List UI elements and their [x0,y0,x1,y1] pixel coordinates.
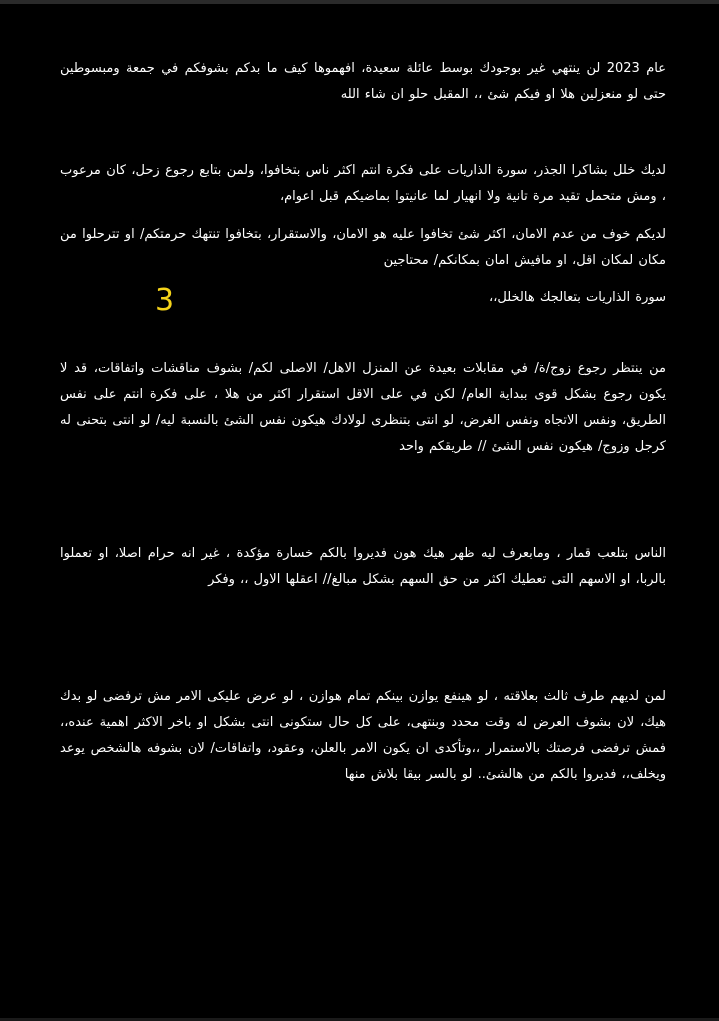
paragraph-new-year: عام 2023 لن ينتهي غير بوجودك بوسط عائلة سعيدة، افهموها كيف ما بدكم بشوفكم في جمعة ومبسوطين حتى لو منعزلين هلا او فيكم شئ ،، المقبل حلو ان شاء الله [60,61,666,102]
paragraph-partner-return: من ينتظر رجوع زوج/ة/ في مقابلات بعيدة عن المنزل الاهل/ الاصلى لكم/ بشوف مناقشات واتفاقات، قد لا يكون رجوع بشكل قوى ببداية العام/ لكن في على الاقل استقرار اكثر من هلا ، على فكرة انتم على نفس الطريق، ونفس الاتجاه ونفس الغرض، لو انتى بتنظرى لولادك هيكون نفس الشئ بالنسبة ليه/ لو انتى بتحنى له كرجل وزوج/ هيكون نفس الشئ // طريقكم واحد [60,361,666,454]
paragraph-third-party: لمن لديهم طرف ثالث بعلاقته ، لو هينفع يوازن بينكم تمام هوازن ، لو عرض عليكى الامر مش ترفضى لو بدك هيك، لان بشوف العرض له وقت محدد وبنتهى، على كل حال ستكونى انتى بشكل او باخر الاكثر اهمية عنده،، فمش ترفضى فرصتك بالاستمرار ،،وتأكدى ان يكون الامر بالعلن، وعقود، واتفاقات/ لان بشوفه هالشخص يوعد ويخلف،، فديروا بالكم من هالشئ.. لو بالسر بيقا بلاش منها [60,689,666,782]
paragraph-fear-of-insecurity: لديكم خوف من عدم الامان، اكثر شئ تخافوا عليه هو الامان، والاستقرار، بتخافوا تنتهك حرمتكم/ او تترحلوا من مكان لمكان اقل، او مافيش امان بمكانكم/ محتاجين [60,227,666,268]
page-number: 3 [155,283,175,318]
paragraph-surah-remedy: سورة الذاريات بتعالجك هالخلل،، [489,290,666,305]
paragraph-root-chakra: لديك خلل بشاكرا الجذر، سورة الذاريات على فكرة انتم اكثر ناس بتخافوا، ولمن بتابع رجوع زحل، كان مرعوب ، ومش متحمل تقيد مرة تانية ولا انهيار لما عانيتوا بماضيكم قبل اعوام، [60,163,666,204]
top-edge-rule [0,0,719,4]
paragraph-gambling-warning: الناس بتلعب قمار ، ومابعرف ليه ظهر هيك هون فديروا بالكم خسارة مؤكدة ، غير انه حرام اصلا، او تعملوا بالربا، او الاسهم التى تعطيك اكثر من حق السهم بشكل مبالغ// اعقلها الاول ،، وفكر [60,546,666,587]
